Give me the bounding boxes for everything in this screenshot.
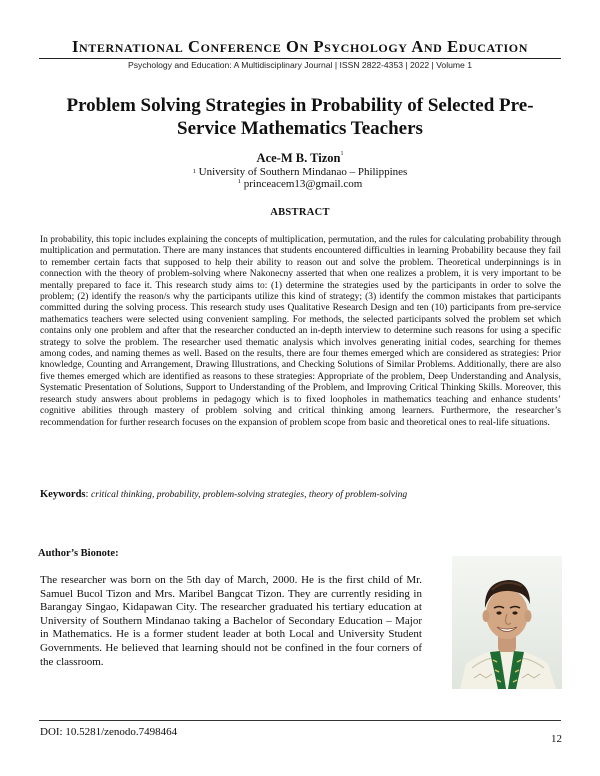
doi: DOI: 10.5281/zenodo.7498464: [40, 726, 178, 738]
author-line: [0, 151, 600, 166]
keywords-label: Keywords: [40, 489, 86, 500]
affiliation: University of Southern Mindanao – Philippines: [198, 166, 408, 178]
author-photo: [452, 556, 562, 689]
conference-title: International Conference On Psychology And Education: [71, 37, 528, 56]
paper-title: Problem Solving Strategies in Probability of Selected Pre-Service Mathematics Teachers: [66, 95, 534, 139]
affiliation-superscript: 1: [192, 168, 196, 175]
author-email: princeacem13@gmail.com: [243, 178, 363, 190]
email-superscript: 1: [237, 178, 241, 185]
abstract-body: In probability, this topic includes explaining the concepts of multiplication, permutation, and the rules for calculating probability through multiplication and permutation. There are many instances that students encountered difficulties in learning Probability because they fail to remember certain facts that supposed to help their ability to reason out and solve the problem. Theoretical underpinnings is in connection with the theory of problem-solving where Nakonecny asserted that when one realizes a problem, it is very important to be mentally prepared to face it. This research study aims to: (1) determine the strategies used by the participants in order to solve the problem; (2) identify the reason/s why the participants utilize this kind of strategy; (3) identify the common mistakes that participants committed during the solving process. This research study uses Qualitative Research Design and ten (10) participants from pre-service mathematics teachers were selected using convenient sampling. For methods, the selected participants solved the problem set which contains only one problem and after that the researcher conducted an in-depth interview to determine such reasons for using a specific strategy to solve the problem. The researcher used thematic analysis which involves generating initial codes, searching for themes among codes, and naming themes as well. Based on the results, there are four themes emerged which are considered as strategies: Prior knowledge, Counting and Arrangement, Drawing Illustrations, and Checking Solutions of Similar Problems. Additionally, there are also five themes emerged which are identified as reasons to these strategies: Appropriate of the problem, Deep Understanding and Analysis, Systematic Presentation of Solutions, Support to Understanding of the Problem, and Improving Critical Thinking Skills. Moreover, this research study answers about problems in pedagogy which is to fixed loopholes in mathematics teaching and enhance students’ cognitive abilities through mastery of problem solving and critical thinking among learners. Furthermore, the researcher’s recommendation for further research focuses on the expansion of problem scope from basic and theoretical ones to real-life situations.: [40, 235, 561, 428]
page-number: 12: [551, 733, 562, 745]
bionote-heading: Author’s Bionote:: [38, 548, 119, 559]
author-name: Ace-M B. Tizon: [256, 151, 341, 165]
abstract-heading: ABSTRACT: [270, 207, 330, 218]
author-superscript: 1: [340, 151, 344, 157]
journal-info-line: Psychology and Education: A Multidisciplinary Journal | ISSN 2822-4353 | 2022 | Volume 1: [128, 60, 472, 70]
author-portrait-illustration: [452, 556, 562, 689]
keywords-line: Keywords: critical thinking, probability, problem-solving strategies, theory of problem-solving: [40, 489, 408, 500]
email-line: [0, 178, 600, 190]
bionote-text: The researcher was born on the 5th day of March, 2000. He is the first child of Mr. Samuel Bucol Tizon and Mrs. Maribel Bangcat Tizon. They are currently residing in Barangay Singao, Kidapawan City. The researcher graduated his tertiary education at University of Southern Mindanao taking a Bachelor of Secondary Education – Major in Mathematics. He is a former student leader at both Local and University Student Governments. He believed that learning should not be confined in the four corners of the classroom.: [40, 574, 422, 668]
header-divider: [39, 58, 561, 59]
footer-divider: [39, 720, 561, 721]
affiliation-line: [0, 166, 600, 178]
keywords-value: critical thinking, probability, problem-solving strategies, theory of problem-solving: [91, 490, 408, 500]
